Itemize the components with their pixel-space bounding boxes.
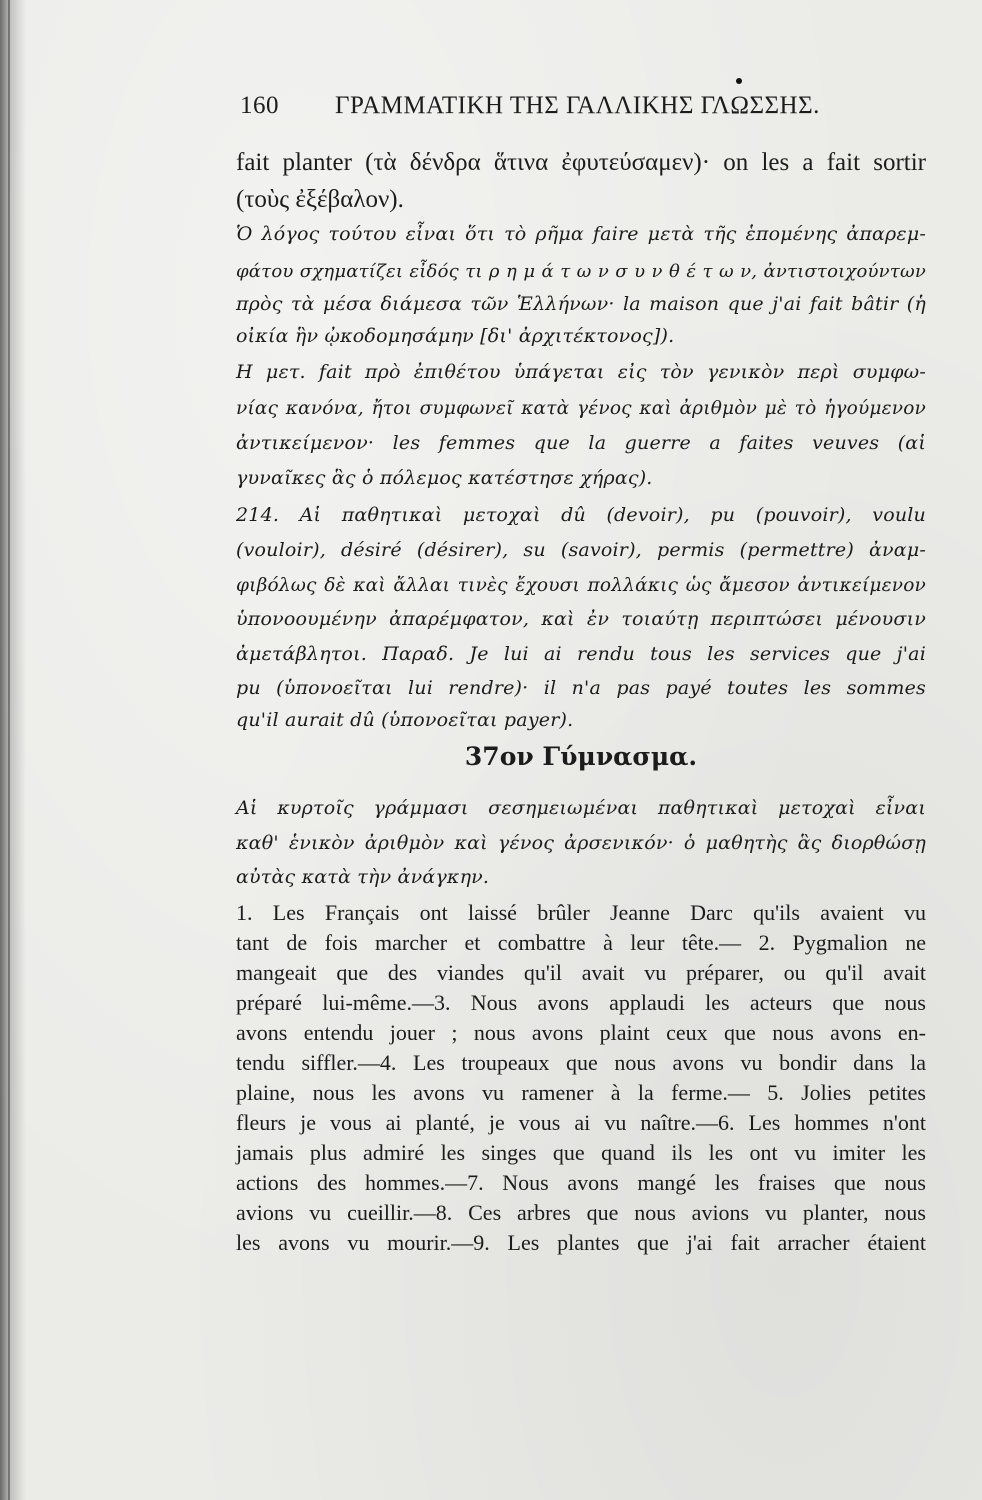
text-line: πρὸς τὰ μέσα διάμεσα τῶν Ἑλλήνων· la maison que j'ai fait bâtir (ἡ xyxy=(236,293,926,315)
exercise-line: jamais plus admiré les singes que quand ils les ont vu imiter les xyxy=(236,1140,926,1165)
exercise-line: tendu siffler.—4. Les troupeaux que nous avons vu bondir dans la xyxy=(236,1050,926,1075)
instruction-line: καθ' ἑνικὸν ἀριθμὸν καὶ γένος ἀρσενικόν· ὁ μαθητὴς ἃς διορθώσῃ xyxy=(236,832,926,854)
instruction-line: Αἱ κυρτοῖς γράμμασι σεσημειωμέναι παθητικαὶ μετοχαὶ εἶναι xyxy=(236,797,926,819)
text-line: pu (ὑπονοεῖται lui rendre)· il n'a pas payé toutes les sommes xyxy=(236,677,926,699)
exercise-line: les avons vu mourir.—9. Les plantes que j'ai fait arracher étaient xyxy=(236,1230,926,1255)
exercise-line: fleurs je vous ai planté, je vous ai vu naître.—6. Les hommes n'ont xyxy=(236,1110,926,1135)
text-line: (τοὺς ἐξέβαλον). xyxy=(236,186,404,213)
exercise-line: avions vu cueillir.—8. Ces arbres que nous avions vu planter, nous xyxy=(236,1200,926,1225)
text-line: ὑπονοουμένην ἀπαρέμφατον, καὶ ἐν τοιαύτῃ περιπτώσει μένουσιν xyxy=(236,608,926,630)
text-line: qu'il aurait dû (ὑπονοεῖται payer). xyxy=(236,709,574,731)
text-line: ἀντικείμενον· les femmes que la guerre a faites veuves (αἱ xyxy=(236,432,926,454)
text-line: φιβόλως δὲ καὶ ἄλλαι τινὲς ἔχουσι πολλάκις ὡς ἄμεσον ἀντικείμενον xyxy=(236,575,926,596)
text-line: Η μετ. fait πρὸ ἐπιθέτου ὑπάγεται εἰς τὸν γενικὸν περὶ συμφω- xyxy=(236,361,926,383)
exercise-line: avons entendu jouer ; nous avons plaint ceux que nous avons en- xyxy=(236,1020,926,1045)
page-number: 160 xyxy=(240,92,279,119)
text-line: fait planter (τὰ δένδρα ἅτινα ἐφυτεύσαμεν)· on les a fait sortir xyxy=(236,149,926,176)
exercise-line: tant de fois marcher et combattre à leur tête.— 2. Pygmalion ne xyxy=(236,930,926,955)
running-title: ΓΡΑΜΜΑΤΙΚΗ ΤΗΣ ΓΑΛΛΙΚΗΣ ΓΛΩΣΣΗΣ. xyxy=(335,92,820,119)
exercise-line: plaine, nous les avons vu ramener à la ferme.— 5. Jolies petites xyxy=(236,1080,926,1105)
print-speck xyxy=(736,78,742,84)
text-line: νίας κανόνα, ἤτοι συμφωνεῖ κατὰ γένος καὶ ἀριθμὸν μὲ τὸ ἡγούμενον xyxy=(236,398,926,419)
text-line: οἰκία ἣν ᾠκοδομησάμην [δι' ἀρχιτέκτονος]). xyxy=(236,325,675,347)
exercise-line: préparé lui-même.—3. Nous avons applaudi les acteurs que nous xyxy=(236,990,926,1015)
text-line: Ὁ λόγος τούτου εἶναι ὅτι τὸ ρῆμα faire μετὰ τῆς ἑπομένης ἀπαρεμ- xyxy=(236,223,926,245)
instruction-line: αὐτὰς κατὰ τὴν ἀνάγκην. xyxy=(236,866,490,888)
section-heading: 37ον Γύμνασμα. xyxy=(464,742,698,771)
text-line: φάτου σχηματίζει εἶδός τι ρ η μ ά τ ω ν σ υ ν θ έ τ ω ν, ἀντιστοιχούντων xyxy=(236,261,926,282)
running-header xyxy=(240,92,940,120)
text-line: (vouloir), désiré (désirer), su (savoir), permis (permettre) ἀναμ- xyxy=(236,539,926,561)
exercise-line: 1. Les Français ont laissé brûler Jeanne Darc qu'ils avaient vu xyxy=(236,900,926,925)
text-line: 214. Αἱ παθητικαὶ μετοχαὶ dû (devoir), pu (pouvoir), voulu xyxy=(236,504,926,526)
page-edge-shadow xyxy=(0,0,26,1500)
binding-line xyxy=(8,0,10,1500)
exercise-line: actions des hommes.—7. Nous avons mangé les fraises que nous xyxy=(236,1170,926,1195)
exercise-line: mangeait que des viandes qu'il avait vu préparer, ou qu'il avait xyxy=(236,960,926,985)
text-line: γυναῖκες ἃς ὁ πόλεμος κατέστησε χήρας). xyxy=(236,467,653,489)
text-line: ἀμετάβλητοι. Παραδ. Je lui ai rendu tous les services que j'ai xyxy=(236,643,926,665)
